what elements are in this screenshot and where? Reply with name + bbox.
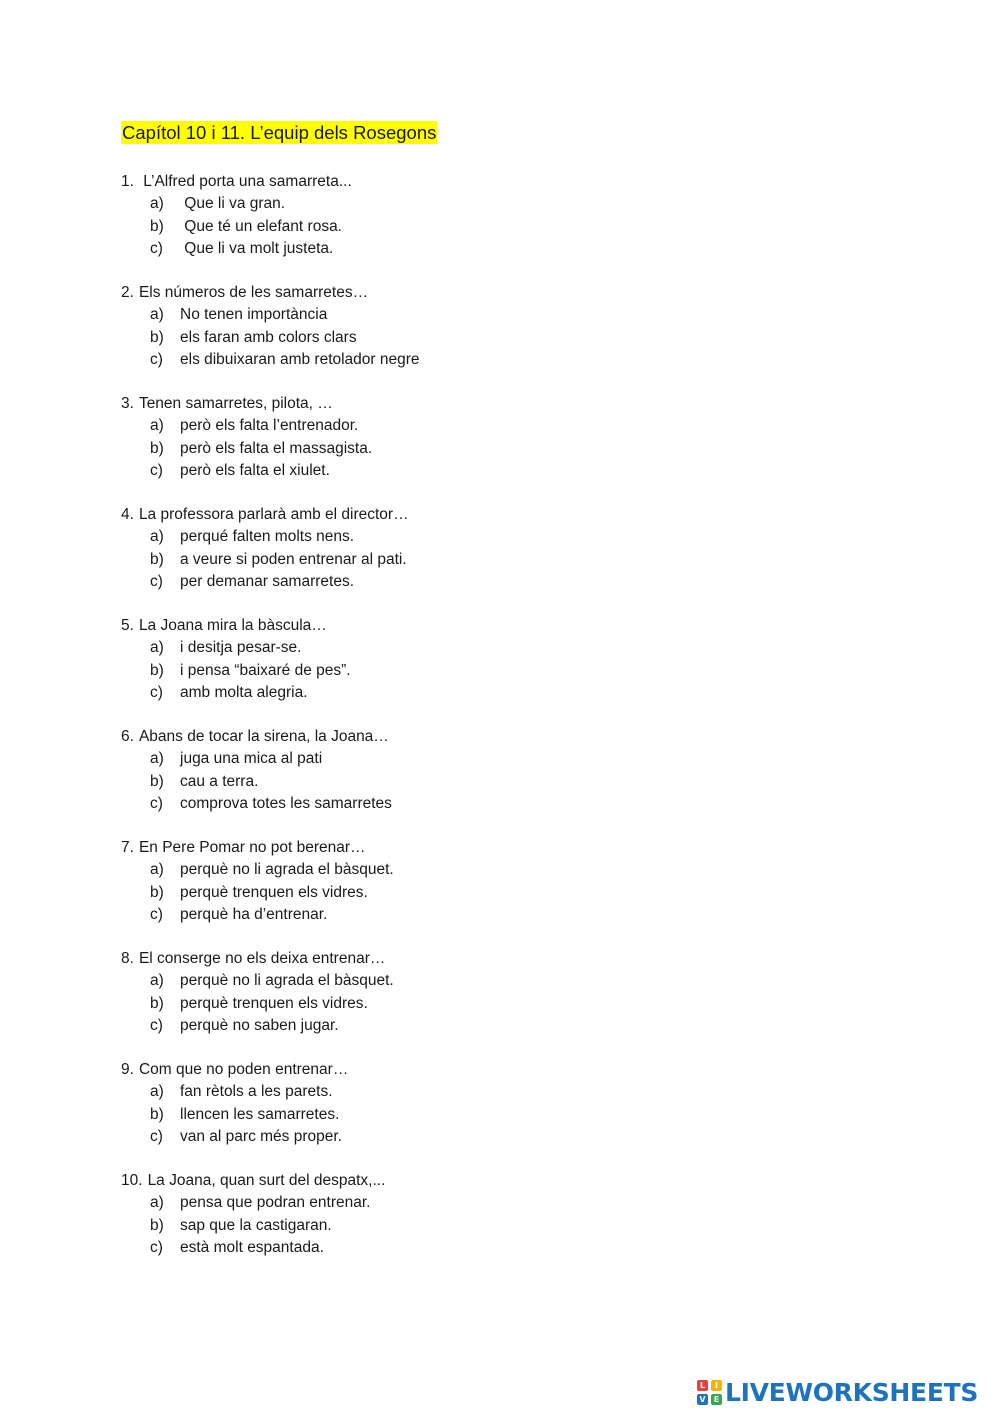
question-list	[121, 171, 821, 1281]
option-letter: b)	[150, 994, 164, 1012]
option-letter: c)	[150, 683, 163, 701]
answer-options	[121, 859, 821, 926]
option-text: perquè no saben jugar.	[180, 1016, 339, 1034]
option-text: Que li va molt justeta.	[180, 239, 334, 257]
option-letter: a)	[150, 1194, 164, 1212]
option-letter: a)	[150, 195, 164, 213]
question-text	[121, 1059, 821, 1081]
logo-tile: V	[697, 1394, 708, 1405]
question-text	[121, 504, 821, 526]
answer-option	[121, 526, 821, 548]
brand-name: LIVEWORKSHEETS	[725, 1378, 979, 1407]
question-text	[121, 393, 821, 415]
option-letter: b)	[150, 1216, 164, 1234]
option-text: a veure si poden entrenar al pati.	[180, 550, 407, 568]
question-number: 7.	[121, 839, 134, 856]
answer-option	[121, 1237, 821, 1259]
option-letter: a)	[150, 306, 164, 324]
liveworksheets-logo-icon	[697, 1380, 723, 1406]
answer-options	[121, 637, 821, 704]
answer-option	[121, 304, 821, 326]
question-prompt: L’Alfred porta una samarreta...	[138, 173, 352, 190]
option-text: perquè trenquen els vidres.	[180, 994, 368, 1012]
question-prompt: Abans de tocar la sirena, la Joana…	[138, 728, 389, 745]
question-number: 2.	[121, 284, 134, 301]
option-text: juga una mica al pati	[180, 750, 323, 768]
option-text: perquè ha d’entrenar.	[180, 905, 328, 923]
question-prompt: La Joana mira la bàscula…	[138, 617, 327, 634]
question-item	[121, 504, 821, 615]
option-text: pensa que podran entrenar.	[180, 1194, 371, 1212]
answer-option	[121, 793, 821, 815]
answer-option	[121, 1192, 821, 1214]
question-text	[121, 948, 821, 970]
answer-options	[121, 1192, 821, 1259]
question-text	[121, 615, 821, 637]
question-text	[121, 1170, 821, 1192]
answer-option	[121, 571, 821, 593]
option-letter: c)	[150, 794, 163, 812]
answer-option	[121, 415, 821, 437]
option-letter: b)	[150, 883, 164, 901]
answer-option	[121, 549, 821, 571]
option-letter: b)	[150, 439, 164, 457]
answer-option	[121, 660, 821, 682]
option-letter: a)	[150, 1083, 164, 1101]
question-item	[121, 1170, 821, 1281]
logo-tile: E	[711, 1394, 722, 1405]
option-text: perquè no li agrada el bàsquet.	[180, 972, 394, 990]
question-text	[121, 726, 821, 748]
question-prompt: En Pere Pomar no pot berenar…	[138, 839, 366, 856]
answer-options	[121, 1081, 821, 1148]
answer-option	[121, 1126, 821, 1148]
option-letter: c)	[150, 1016, 163, 1034]
option-letter: c)	[150, 572, 163, 590]
question-number: 3.	[121, 395, 134, 412]
answer-option	[121, 882, 821, 904]
question-number: 10.	[121, 1172, 143, 1189]
option-letter: a)	[150, 750, 164, 768]
option-letter: b)	[150, 772, 164, 790]
option-text: amb molta alegria.	[180, 683, 308, 701]
question-number: 1.	[121, 173, 134, 190]
question-item	[121, 171, 821, 282]
question-prompt: La professora parlarà amb el director…	[138, 506, 409, 523]
option-text: cau a terra.	[180, 772, 259, 790]
question-number: 9.	[121, 1061, 134, 1078]
option-text: els faran amb colors clars	[180, 328, 357, 346]
answer-option	[121, 327, 821, 349]
option-text: els dibuixaran amb retolador negre	[180, 350, 420, 368]
option-text: però els falta el xiulet.	[180, 461, 330, 479]
answer-option	[121, 438, 821, 460]
option-letter: c)	[150, 461, 163, 479]
answer-option	[121, 748, 821, 770]
question-number: 4.	[121, 506, 134, 523]
answer-option	[121, 970, 821, 992]
question-item	[121, 282, 821, 393]
question-number: 5.	[121, 617, 134, 634]
option-text: i desitja pesar-se.	[180, 639, 302, 657]
footer-brand	[697, 1380, 978, 1406]
option-text: Que li va gran.	[180, 195, 286, 213]
option-letter: c)	[150, 1238, 163, 1256]
answer-option	[121, 1081, 821, 1103]
question-item	[121, 393, 821, 504]
question-item	[121, 948, 821, 1059]
option-letter: c)	[150, 239, 163, 257]
question-prompt: Tenen samarretes, pilota, …	[138, 395, 333, 412]
answer-option	[121, 771, 821, 793]
option-text: llencen les samarretes.	[180, 1105, 340, 1123]
answer-option	[121, 460, 821, 482]
question-prompt: Els números de les samarretes…	[138, 284, 369, 301]
option-text: per demanar samarretes.	[180, 572, 355, 590]
answer-options	[121, 526, 821, 593]
option-letter: a)	[150, 861, 164, 879]
option-text: està molt espantada.	[180, 1238, 324, 1256]
option-text: van al parc més proper.	[180, 1127, 342, 1145]
answer-options	[121, 748, 821, 815]
option-text: i pensa “baixaré de pes”.	[180, 661, 351, 679]
answer-option	[121, 1104, 821, 1126]
option-letter: a)	[150, 528, 164, 546]
logo-tile: L	[697, 1380, 708, 1391]
option-letter: b)	[150, 661, 164, 679]
option-text: perquè no li agrada el bàsquet.	[180, 861, 394, 879]
question-text	[121, 837, 821, 859]
question-number: 8.	[121, 950, 134, 967]
answer-option	[121, 216, 821, 238]
answer-options	[121, 970, 821, 1037]
question-number: 6.	[121, 728, 134, 745]
option-text: perquè trenquen els vidres.	[180, 883, 368, 901]
option-text: però els falta l’entrenador.	[180, 417, 359, 435]
option-letter: b)	[150, 1105, 164, 1123]
option-text: però els falta el massagista.	[180, 439, 373, 457]
option-letter: c)	[150, 1127, 163, 1145]
option-text: Que té un elefant rosa.	[180, 217, 342, 235]
answer-option	[121, 682, 821, 704]
answer-option	[121, 637, 821, 659]
option-letter: a)	[150, 417, 164, 435]
option-letter: c)	[150, 350, 163, 368]
question-prompt: Com que no poden entrenar…	[138, 1061, 349, 1078]
option-text: sap que la castigaran.	[180, 1216, 332, 1234]
answer-option	[121, 859, 821, 881]
answer-option	[121, 993, 821, 1015]
answer-option	[121, 238, 821, 260]
question-text	[121, 282, 821, 304]
question-item	[121, 615, 821, 726]
question-item	[121, 726, 821, 837]
question-item	[121, 837, 821, 948]
option-letter: c)	[150, 905, 163, 923]
answer-option	[121, 193, 821, 215]
logo-tile: I	[711, 1380, 722, 1391]
question-prompt: El conserge no els deixa entrenar…	[138, 950, 386, 967]
question-item	[121, 1059, 821, 1170]
option-text: No tenen importància	[180, 306, 328, 324]
answer-options	[121, 415, 821, 482]
question-prompt: La Joana, quan surt del despatx,...	[147, 1172, 386, 1189]
option-letter: b)	[150, 328, 164, 346]
question-text	[121, 171, 821, 193]
answer-option	[121, 1015, 821, 1037]
option-text: comprova totes les samarretes	[180, 794, 392, 812]
answer-option	[121, 349, 821, 371]
answer-options	[121, 304, 821, 371]
answer-option	[121, 1215, 821, 1237]
option-letter: b)	[150, 217, 164, 235]
option-letter: a)	[150, 639, 164, 657]
option-letter: a)	[150, 972, 164, 990]
option-text: fan rètols a les parets.	[180, 1083, 333, 1101]
answer-options	[121, 193, 821, 260]
option-letter: b)	[150, 550, 164, 568]
answer-option	[121, 904, 821, 926]
page-title: Capítol 10 i 11. L’equip dels Rosegons	[122, 122, 437, 143]
option-text: perqué falten molts nens.	[180, 528, 355, 546]
